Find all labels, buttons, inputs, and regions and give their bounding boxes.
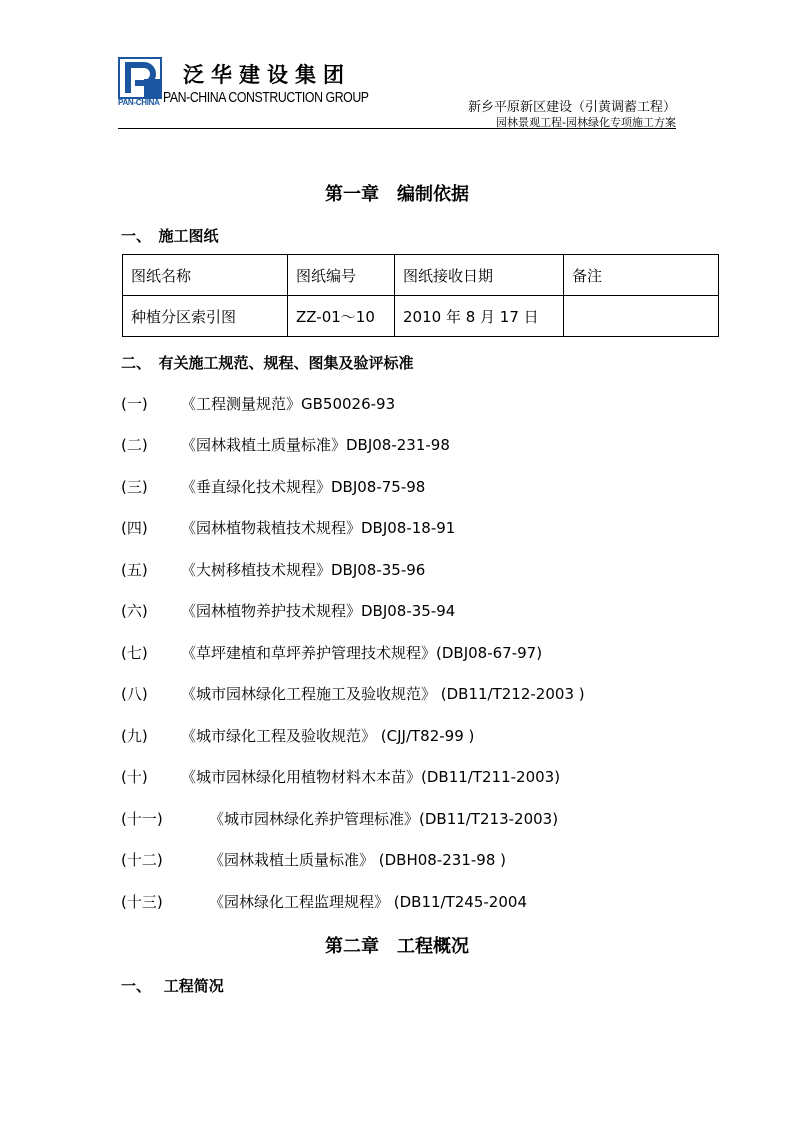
logo-caption: PAN-CHINA (118, 98, 160, 107)
list-item-text: 《园林绿化工程监理规程》 (DB11/T245-2004 (209, 893, 527, 911)
section-drawings: 一、 施工图纸 (121, 227, 219, 245)
list-item (121, 434, 450, 455)
list-item (121, 642, 542, 663)
company-name-cn: 泛华建设集团 (183, 62, 351, 87)
list-item (121, 559, 425, 580)
list-item-text: 《草坪建植和草坪养护管理技术规程》(DBJ08-67-97) (181, 644, 543, 662)
list-item-number: (十三) (121, 893, 163, 911)
header-divider (118, 128, 676, 129)
list-item-text: 《城市园林绿化养护管理标准》(DB11/T213-2003) (209, 810, 559, 828)
list-item-text: 《园林植物栽植技术规程》DBJ08-18-91 (181, 519, 456, 537)
table-header-cell: 图纸接收日期 (395, 255, 564, 296)
list-item-number: (四) (121, 519, 148, 537)
list-item-text: 《园林植物养护技术规程》DBJ08-35-94 (181, 602, 456, 620)
list-item (121, 849, 506, 870)
table-header-cell: 备注 (564, 255, 719, 296)
list-item-text: 《工程测量规范》GB50026-93 (181, 395, 396, 413)
list-item-number: (一) (121, 395, 148, 413)
list-item (121, 600, 455, 621)
list-item (121, 476, 425, 497)
list-item-number: (五) (121, 561, 148, 579)
list-item-number: (十一) (121, 810, 163, 828)
table-cell: ZZ-01～10 (288, 296, 395, 337)
list-item (121, 766, 560, 787)
list-item (121, 891, 527, 912)
table-row (123, 296, 719, 337)
list-item (121, 517, 455, 538)
document-title: 园林景观工程-园林绿化专项施工方案 (496, 116, 676, 129)
list-item-text: 《城市园林绿化工程施工及验收规范》 (DB11/T212-2003 ) (181, 685, 585, 703)
list-item-number: (八) (121, 685, 148, 703)
list-item-text: 《园林栽植土质量标准》 (DBH08-231-98 ) (209, 851, 506, 869)
list-item-text: 《城市园林绿化用植物材料木本苗》(DB11/T211-2003) (181, 768, 561, 786)
table-cell (564, 296, 719, 337)
list-item-number: (十) (121, 768, 148, 786)
table-cell: 2010 年 8 月 17 日 (395, 296, 564, 337)
list-item (121, 808, 558, 829)
list-item-number: (三) (121, 478, 148, 496)
section-standards: 二、 有关施工规范、规程、图集及验评标准 (121, 354, 414, 372)
list-item (121, 683, 585, 704)
list-item-number: (十二) (121, 851, 163, 869)
list-item-text: 《大树移植技术规程》DBJ08-35-96 (181, 561, 426, 579)
list-item-number: (二) (121, 436, 148, 454)
list-item-number: (六) (121, 602, 148, 620)
table-header-cell: 图纸名称 (123, 255, 288, 296)
list-item (121, 393, 395, 414)
company-name-en: PAN-CHINA CONSTRUCTION GROUP (163, 89, 369, 106)
table-header-cell: 图纸编号 (288, 255, 395, 296)
project-name: 新乡平原新区建设（引黄调蓄工程） (467, 100, 676, 115)
list-item-text: 《垂直绿化技术规程》DBJ08-75-98 (181, 478, 426, 496)
list-item (121, 725, 474, 746)
list-item-number: (七) (121, 644, 148, 662)
chapter-1-title: 第一章 编制依据 (325, 184, 469, 205)
list-item-text: 《园林栽植土质量标准》DBJ08-231-98 (181, 436, 450, 454)
list-item-text: 《城市绿化工程及验收规范》 (CJJ/T82-99 ) (181, 727, 475, 745)
chapter-2-title: 第二章 工程概况 (325, 936, 469, 957)
section-project-overview: 一、 工程简况 (121, 977, 224, 995)
table-header-row (123, 255, 719, 296)
list-item-number: (九) (121, 727, 148, 745)
drawings-table (122, 254, 719, 337)
table-cell: 种植分区索引图 (123, 296, 288, 337)
